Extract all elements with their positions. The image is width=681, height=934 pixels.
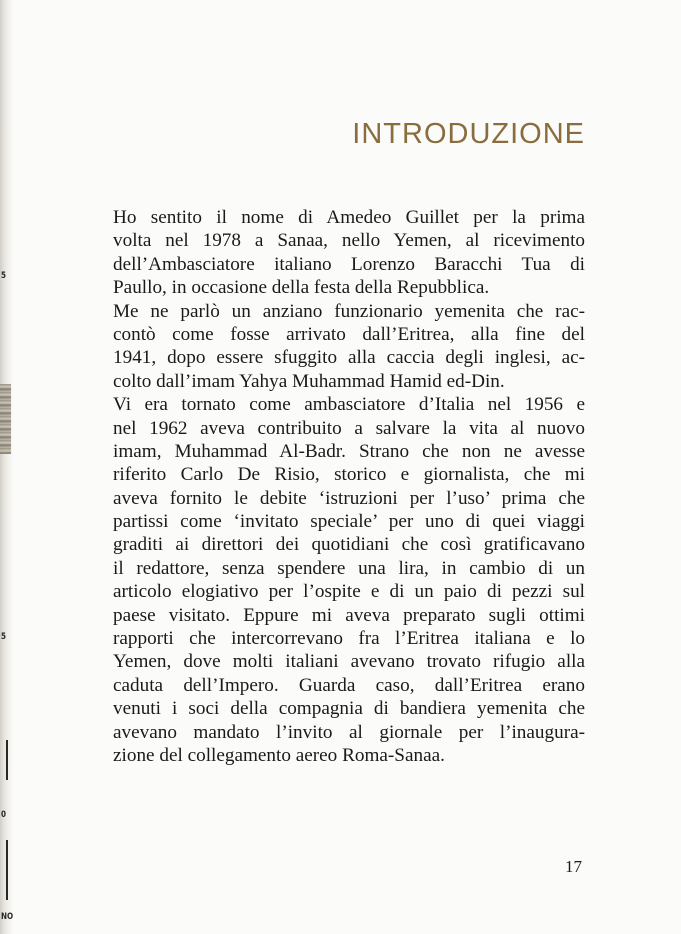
text-line: Vi era tornato come ambasciatore d’Italia nel 1956 e [113, 394, 585, 416]
margin-line [6, 840, 8, 900]
text-line: caduta dell’Impero. Guarda caso, dall’Eritrea erano [113, 674, 585, 696]
text-line: Paullo, in occasione della festa della Repubblica. [113, 277, 490, 299]
text-line: graditi ai direttori dei quotidiani che così gratificavano [113, 534, 585, 556]
text-line: nel 1962 aveva contribuito a salvare la vita al nuovo [113, 417, 585, 439]
margin-strip [0, 384, 11, 454]
text-line: Yemen, dove molti italiani avevano trovato rifugio alla [113, 651, 585, 673]
text-line: venuti i soci della compagnia di bandiera yemenita che [113, 698, 585, 720]
text-line: volta nel 1978 a Sanaa, nello Yemen, al ricevimento [113, 230, 585, 252]
body-text [113, 206, 585, 767]
text-line: paese visitato. Eppure mi aveva preparato sugli ottimi [113, 604, 585, 626]
margin-mark: 0 [1, 810, 7, 820]
margin-line [6, 740, 8, 780]
text-line: avevano mandato l’invito al giornale per l’inaugura- [113, 721, 585, 743]
text-line: partissi come ‘invitato speciale’ per uno di quei viaggi [113, 511, 585, 533]
text-line: il redattore, senza spendere una lira, in cambio di un [113, 557, 585, 579]
text-line: zione del collegamento aereo Roma-Sanaa. [113, 744, 445, 766]
text-line: articolo elogiativo per l’ospite e di un paio di pezzi sul [113, 581, 585, 603]
page-binding-edge [0, 0, 14, 934]
chapter-title: INTRODUZIONE [352, 118, 585, 150]
margin-mark: NO [1, 912, 14, 922]
text-line: Ho sentito il nome di Amedeo Guillet per la prima [113, 207, 585, 228]
text-line: riferito Carlo De Risio, storico e giornalista, che mi [113, 464, 585, 486]
text-line: rapporti che intercorrevano fra l’Eritrea italiana e lo [113, 628, 585, 650]
text-line: 1941, dopo essere sfuggito alla caccia degli inglesi, ac- [113, 347, 585, 369]
text-line: imam, Muhammad Al-Badr. Strano che non ne avesse [113, 440, 585, 462]
margin-mark: 5 [1, 632, 7, 642]
text-line: aveva fornito le debite ‘istruzioni per l’uso’ prima che [113, 487, 585, 509]
margin-mark: 5 [1, 271, 7, 281]
text-line: Me ne parlò un anziano funzionario yemenita che rac- [113, 300, 585, 322]
page-number: 17 [565, 857, 582, 876]
text-line: dell’Ambasciatore italiano Lorenzo Baracchi Tua di [113, 253, 585, 275]
text-line: colto dall’imam Yahya Muhammad Hamid ed-Din. [113, 370, 505, 392]
text-line: contò come fosse arrivato dall’Eritrea, alla fine del [113, 323, 585, 345]
